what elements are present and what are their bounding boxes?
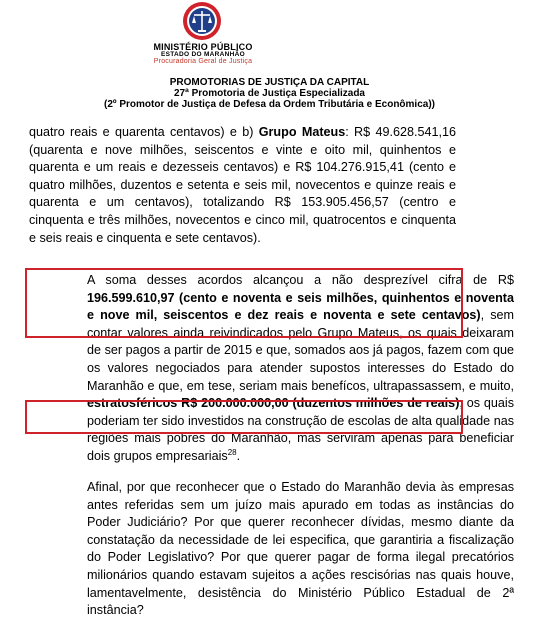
header-line-3: (2º Promotor de Justiça de Defesa da Ordem Tributária e Econômica)) xyxy=(104,99,435,110)
paragraph-2 xyxy=(29,272,514,466)
p2-highlight-amount: 196.599.610,97 (cento e noventa e seis milhões, quinhentos e noventa e nove mil, seiscentos e dez reais e noventa e sete centavos) xyxy=(87,290,514,323)
paragraph-3: Afinal, por que reconhecer que o Estado do Maranhão devia às empresas antes referidas sem um juízo mais apurado em todas as instâncias do Poder Judiciário? Por que querer reconhecer dívidas, mesmo diante da constatação da necessidade de lei especifica, que garantiria a fiscalização do Poder Legislativo? Por que querer pagar de forma ilegal precatórios milionários quando estavam sujeitos a ações rescisórias nas quais houve, lamentavelmente, desistência do Ministério Público Estadual de 2ª instância? xyxy=(87,480,514,618)
org-subtitle: Procuradoria Geral de Justiça xyxy=(153,58,253,65)
header-line-2: 27ª Promotoria de Justiça Especializada xyxy=(173,88,365,99)
footnote-ref: 28 xyxy=(227,447,237,457)
p2-text-f: . xyxy=(236,448,241,463)
org-name: MINISTÉRIO PÚBLICO xyxy=(153,42,253,52)
p2-text-e: , os quais poderiam ter sido investidos na construção de escolas de alta qualidade nas regiões mais pobres do Maranhão, mas serviram apenas para beneficiar dois grupos empresariais xyxy=(87,396,514,463)
p1-text-c: : R$ 49.628.541,16 (quarenta e nove milhões, seiscentos e vinte e oito mil, quinhentos e quarenta e um reais e dezesseis centavos) e R$ 104.276.915,41 (cento e quatro milhões, duzentos e setenta e seis mil, novecentos e quinze reais e quarenta e um centavos), totalizando R$ 153.905.456,57 (centro e cinquenta e três milhões, novecentos e cinco mil, quatrocentos e cinquenta e seis reais e cinquenta e sete centavos). xyxy=(29,125,456,245)
paragraph-1 xyxy=(29,124,456,247)
org-state: ESTADO DO MARANHÃO xyxy=(161,51,245,58)
p2-text-c: , sem contar valores ainda reivindicados pelo Grupo Mateus, os quais deixaram de ser pagos a partir de 2015 e que, somados aos já pagos, fazem com que os valores negociados para atender supostos interesses do Estado do Maranhão e que, em tese, seriam mais benefícos, ultrapassassem, e muito, xyxy=(87,308,514,393)
ministerio-publico-seal-icon xyxy=(182,1,222,41)
header-line-1: PROMOTORIAS DE JUSTIÇA DA CAPITAL xyxy=(169,77,370,88)
p2-text-a: A soma desses acordos alcançou a não desprezível cifra de R$ xyxy=(87,273,514,287)
letterhead xyxy=(0,0,539,72)
p1-group-name: Grupo Mateus xyxy=(258,125,346,139)
p1-text-a: quatro reais e quarenta centavos) e b) xyxy=(29,125,259,139)
p2-highlight-estratosfericos: estratosféricos R$ 200.000.000,00 (duzentos milhões de reais) xyxy=(87,396,460,411)
